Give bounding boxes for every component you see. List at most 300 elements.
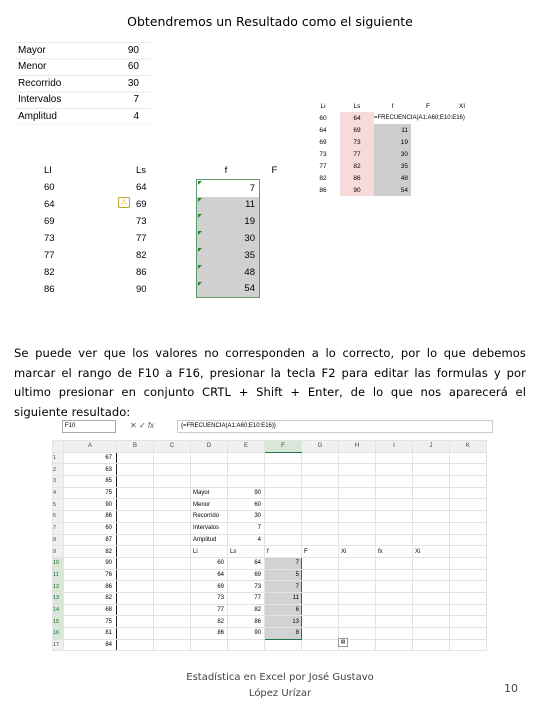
row-header[interactable]: 3 — [53, 476, 64, 488]
row-header[interactable]: 6 — [53, 511, 64, 523]
small-cell-f[interactable]: 48 — [374, 172, 411, 184]
small-cell-li: 86 — [319, 186, 327, 194]
cell-freq-header[interactable]: F — [302, 546, 339, 558]
row-header[interactable]: 16 — [53, 628, 64, 640]
cell[interactable] — [413, 628, 450, 640]
cell-a[interactable]: 82 — [64, 546, 117, 558]
cell[interactable] — [154, 499, 191, 511]
small-cell-li: 69 — [319, 138, 327, 146]
cell[interactable] — [413, 581, 450, 593]
cell[interactable] — [154, 639, 191, 651]
row-header[interactable]: 8 — [53, 534, 64, 546]
cell[interactable] — [376, 499, 413, 511]
cell-f[interactable]: 13 — [265, 616, 302, 628]
cell[interactable] — [413, 557, 450, 569]
cell-f[interactable]: 6 — [265, 604, 302, 616]
cell[interactable] — [339, 464, 376, 476]
cell[interactable] — [376, 592, 413, 604]
sheet-row — [53, 511, 487, 523]
cell[interactable] — [117, 511, 154, 523]
cell-a[interactable]: 63 — [64, 464, 117, 476]
cell-f[interactable]: 7 — [265, 557, 302, 569]
col-header[interactable]: I — [376, 441, 413, 453]
cell-ls[interactable]: 73 — [228, 581, 265, 593]
cell[interactable] — [117, 616, 154, 628]
row-header[interactable]: 5 — [53, 499, 64, 511]
cell-a[interactable]: 67 — [64, 452, 117, 464]
frequency-table — [14, 162, 356, 298]
cell-ls: 73 — [136, 216, 147, 228]
cell-stat-value[interactable]: 30 — [228, 511, 265, 523]
row-header[interactable]: 13 — [53, 592, 64, 604]
cell-a[interactable]: 86 — [64, 581, 117, 593]
cell-li: 69 — [44, 216, 55, 228]
stats-row — [16, 75, 151, 92]
stats-row — [16, 59, 151, 76]
cell[interactable] — [265, 487, 302, 499]
stats-label: Mayor — [18, 44, 46, 56]
cell[interactable] — [154, 452, 191, 464]
cell[interactable] — [413, 487, 450, 499]
cell[interactable] — [154, 604, 191, 616]
col-header[interactable]: C — [154, 441, 191, 453]
cell-ls: 90 — [136, 283, 147, 295]
small-row — [306, 184, 479, 196]
cell[interactable] — [339, 522, 376, 534]
freq-row — [14, 247, 356, 264]
sheet-row — [53, 616, 487, 628]
cell[interactable] — [450, 511, 487, 523]
cell-li[interactable]: 86 — [191, 628, 228, 640]
cell[interactable] — [117, 487, 154, 499]
cell[interactable] — [339, 592, 376, 604]
cell[interactable] — [450, 476, 487, 488]
col-header[interactable]: E — [228, 441, 265, 453]
cell[interactable] — [339, 534, 376, 546]
cell[interactable] — [413, 522, 450, 534]
row-header[interactable]: 4 — [53, 487, 64, 499]
small-cell-f[interactable]: 30 — [374, 148, 411, 160]
cell[interactable] — [117, 581, 154, 593]
small-cell-li: 77 — [319, 162, 327, 170]
cell-freq-header[interactable]: Xi — [339, 546, 376, 558]
cell[interactable] — [117, 557, 154, 569]
cell-freq-header[interactable]: Xi — [413, 546, 450, 558]
cell-ls[interactable]: 90 — [228, 628, 265, 640]
cell-a[interactable]: 86 — [64, 511, 117, 523]
cell[interactable] — [302, 557, 339, 569]
cell[interactable] — [376, 616, 413, 628]
cell[interactable] — [450, 487, 487, 499]
stats-value: 4 — [133, 110, 139, 122]
small-row — [306, 172, 479, 184]
cell[interactable] — [376, 487, 413, 499]
row-header[interactable]: 17 — [53, 639, 64, 651]
cell-li[interactable]: 64 — [191, 569, 228, 581]
cell-stat-label[interactable]: Amplitud — [191, 534, 228, 546]
confirm-icon[interactable]: ✓ — [138, 421, 146, 430]
sheet-row — [53, 522, 487, 534]
cell-a[interactable]: 68 — [64, 604, 117, 616]
cell-li[interactable]: 73 — [191, 592, 228, 604]
cell[interactable] — [302, 499, 339, 511]
cell[interactable] — [302, 581, 339, 593]
cell-stat-value[interactable]: 4 — [228, 534, 265, 546]
cell[interactable] — [154, 534, 191, 546]
stats-label: Recorrido — [18, 77, 62, 89]
explanation-paragraph: Se puede ver que los valores no corresponden a lo correcto, por lo que debemos marcar el rango de F10 a F16, presionar la tecla F2 para editar las formulas y por ultimo presionar en conjunto CRTL + Shift + Enter, de lo que nos aparecerá el siguiente resultado: — [14, 346, 526, 419]
cell[interactable] — [265, 639, 302, 651]
cell[interactable] — [450, 639, 487, 651]
smart-tag-icon[interactable]: ⚠ — [118, 197, 130, 208]
cell[interactable] — [376, 476, 413, 488]
small-cell-ls: 90 — [340, 184, 374, 196]
cell-li: 82 — [44, 266, 55, 278]
sheet-row — [53, 487, 487, 499]
row-header[interactable]: 7 — [53, 522, 64, 534]
cell[interactable] — [339, 487, 376, 499]
cell[interactable] — [191, 464, 228, 476]
cell-li[interactable]: 82 — [191, 616, 228, 628]
cell[interactable] — [302, 452, 339, 464]
cell-ls[interactable]: 82 — [228, 604, 265, 616]
row-header[interactable]: 10 — [53, 557, 64, 569]
cell[interactable] — [117, 476, 154, 488]
cell-stat-value[interactable]: 60 — [228, 499, 265, 511]
cell[interactable] — [302, 476, 339, 488]
sheet-row — [53, 452, 487, 464]
cell[interactable] — [154, 487, 191, 499]
page-title: Obtendremos un Resultado como el siguiente — [127, 14, 413, 29]
cell-f[interactable]: 54 — [197, 281, 260, 298]
cell[interactable] — [302, 604, 339, 616]
cell-a[interactable]: 82 — [64, 592, 117, 604]
fx-icon[interactable]: fx — [147, 421, 155, 430]
cell[interactable] — [265, 476, 302, 488]
cell[interactable] — [117, 522, 154, 534]
cell[interactable] — [339, 581, 376, 593]
cell[interactable] — [265, 464, 302, 476]
cell[interactable] — [228, 452, 265, 464]
cell[interactable] — [302, 522, 339, 534]
cell[interactable] — [302, 534, 339, 546]
cell[interactable] — [117, 464, 154, 476]
col-header[interactable]: G — [302, 441, 339, 453]
cell[interactable] — [265, 511, 302, 523]
cell[interactable] — [154, 569, 191, 581]
cell[interactable] — [413, 452, 450, 464]
cell[interactable] — [117, 592, 154, 604]
sheet-row — [53, 639, 487, 651]
cell-li[interactable]: 60 — [191, 557, 228, 569]
cell[interactable] — [228, 639, 265, 651]
small-header-f: f — [391, 102, 394, 110]
cell[interactable] — [376, 452, 413, 464]
cell[interactable] — [413, 511, 450, 523]
cell[interactable] — [154, 557, 191, 569]
cell-ls[interactable]: 77 — [228, 592, 265, 604]
col-header[interactable]: H — [339, 441, 376, 453]
header-ls: Ls — [136, 165, 147, 177]
col-header[interactable]: A — [64, 441, 117, 453]
cell[interactable] — [302, 511, 339, 523]
cell[interactable] — [117, 639, 154, 651]
cell[interactable] — [154, 546, 191, 558]
cell[interactable] — [376, 534, 413, 546]
cell[interactable] — [302, 487, 339, 499]
cell-a[interactable]: 85 — [64, 476, 117, 488]
stats-label: Intervalos — [18, 94, 62, 106]
small-grid — [306, 100, 479, 196]
cell[interactable] — [376, 639, 413, 651]
small-cell-ls: 69 — [340, 124, 374, 136]
stats-row — [16, 108, 151, 125]
quick-analysis-icon[interactable]: ▤ — [338, 638, 348, 647]
cell[interactable] — [154, 581, 191, 593]
cell-freq-header[interactable]: Ls — [228, 546, 265, 558]
cell[interactable] — [450, 522, 487, 534]
cell-f[interactable]: 48 — [197, 264, 260, 281]
cell[interactable] — [339, 616, 376, 628]
cell-li[interactable]: 77 — [191, 604, 228, 616]
cell[interactable] — [339, 557, 376, 569]
cell[interactable] — [450, 628, 487, 640]
cell[interactable] — [413, 476, 450, 488]
freq-row — [14, 213, 356, 230]
header-li: LI — [44, 165, 52, 177]
cell-ls: 64 — [136, 182, 147, 194]
footer-line-1: Estadística en Excel por José Gustavo — [186, 672, 374, 683]
small-row — [306, 160, 479, 172]
small-cell-li: 73 — [319, 150, 327, 158]
cell[interactable] — [376, 628, 413, 640]
cell[interactable] — [154, 511, 191, 523]
cell[interactable] — [339, 476, 376, 488]
cell-freq-header[interactable]: fx — [376, 546, 413, 558]
cell-freq-header[interactable]: f — [265, 546, 302, 558]
column-header-row — [53, 441, 487, 453]
col-header[interactable]: J — [413, 441, 450, 453]
cell-f[interactable]: 11 — [197, 197, 260, 214]
stats-row — [16, 92, 151, 109]
cell-li: 60 — [44, 182, 55, 194]
cell-a[interactable]: 87 — [64, 534, 117, 546]
cell[interactable] — [265, 534, 302, 546]
small-cell-f[interactable]: 54 — [374, 184, 411, 196]
col-header[interactable]: D — [191, 441, 228, 453]
small-header-F: F — [426, 102, 430, 110]
small-row — [306, 112, 479, 124]
footer-line-2: López Urízar — [248, 688, 312, 699]
cell-ls[interactable]: 86 — [228, 616, 265, 628]
cell-a[interactable]: 81 — [64, 628, 117, 640]
cell[interactable] — [265, 452, 302, 464]
sheet-row — [53, 464, 487, 476]
cell[interactable] — [154, 464, 191, 476]
cell[interactable] — [191, 476, 228, 488]
cell[interactable] — [117, 628, 154, 640]
cell-f[interactable]: 7 — [197, 179, 260, 196]
cell[interactable] — [117, 569, 154, 581]
cell[interactable] — [376, 511, 413, 523]
small-cell-ls: 77 — [340, 148, 374, 160]
cell[interactable] — [450, 569, 487, 581]
cell-a[interactable]: 76 — [64, 569, 117, 581]
col-header[interactable]: B — [117, 441, 154, 453]
cell-f[interactable]: 19 — [197, 213, 260, 230]
cell-f[interactable]: 8 — [265, 628, 302, 640]
cell[interactable] — [339, 499, 376, 511]
row-header[interactable]: 2 — [53, 464, 64, 476]
cell-f[interactable]: 5 — [265, 569, 302, 581]
cell[interactable] — [117, 546, 154, 558]
cell[interactable] — [413, 499, 450, 511]
cell[interactable] — [117, 452, 154, 464]
cell[interactable] — [302, 628, 339, 640]
cell-freq-header[interactable]: Li — [191, 546, 228, 558]
cell-a[interactable]: 84 — [64, 639, 117, 651]
cell-li[interactable]: 69 — [191, 581, 228, 593]
cell-stat-label[interactable]: Mayor — [191, 487, 228, 499]
small-cell-li: 60 — [319, 114, 327, 122]
cell[interactable] — [413, 464, 450, 476]
cell[interactable] — [376, 464, 413, 476]
cell-stat-label[interactable]: Menor — [191, 499, 228, 511]
cancel-icon[interactable]: ✕ — [130, 421, 137, 430]
cell-ls[interactable]: 64 — [228, 557, 265, 569]
cell[interactable] — [413, 639, 450, 651]
sheet-row — [53, 592, 487, 604]
stats-label: Amplitud — [18, 110, 57, 122]
cell-li: 86 — [44, 283, 55, 295]
cell[interactable] — [154, 616, 191, 628]
cell-ls: 77 — [136, 233, 147, 245]
cell[interactable] — [191, 639, 228, 651]
excel-screenshot — [52, 420, 488, 660]
small-header-ls: Ls — [353, 102, 361, 110]
cell[interactable] — [302, 592, 339, 604]
row-header[interactable]: 11 — [53, 569, 64, 581]
cell-stat-value[interactable]: 7 — [228, 522, 265, 534]
cell-a[interactable]: 90 — [64, 499, 117, 511]
cell[interactable] — [450, 452, 487, 464]
cell[interactable] — [376, 581, 413, 593]
cell[interactable] — [117, 604, 154, 616]
cell[interactable] — [450, 592, 487, 604]
cell[interactable] — [339, 604, 376, 616]
cell[interactable] — [154, 522, 191, 534]
cell[interactable] — [339, 569, 376, 581]
corner-cell[interactable] — [53, 441, 64, 453]
cell-a[interactable]: 90 — [64, 557, 117, 569]
small-cell-f[interactable]: 35 — [374, 160, 411, 172]
cell[interactable] — [339, 511, 376, 523]
freq-row — [14, 179, 356, 196]
cell[interactable] — [413, 616, 450, 628]
cell[interactable] — [450, 557, 487, 569]
cell[interactable] — [191, 452, 228, 464]
cell[interactable] — [228, 464, 265, 476]
cell[interactable] — [339, 452, 376, 464]
cell-a[interactable]: 75 — [64, 487, 117, 499]
cell-f[interactable]: 7 — [265, 581, 302, 593]
cell[interactable] — [450, 534, 487, 546]
cell-a[interactable]: 60 — [64, 522, 117, 534]
cell[interactable] — [376, 522, 413, 534]
cell[interactable] — [376, 557, 413, 569]
small-cell-f[interactable]: 19 — [374, 136, 411, 148]
formula-bar[interactable]: {=FRECUENCIA(A1:A60;E10:E16)} — [177, 420, 493, 433]
row-header[interactable]: 12 — [53, 581, 64, 593]
cell-f[interactable]: 11 — [265, 592, 302, 604]
cell-f[interactable]: 35 — [197, 247, 260, 264]
cell-stat-label[interactable]: Recorrido — [191, 511, 228, 523]
cell[interactable] — [450, 499, 487, 511]
header-f: f — [224, 164, 228, 176]
sheet-grid — [52, 440, 487, 651]
cell[interactable] — [450, 616, 487, 628]
small-spreadsheet — [306, 100, 538, 230]
sheet-row — [53, 581, 487, 593]
sheet-row — [53, 569, 487, 581]
cell[interactable] — [413, 569, 450, 581]
sheet-row — [53, 628, 487, 640]
cell[interactable] — [265, 522, 302, 534]
sheet-row — [53, 546, 487, 558]
small-header-xi: XI — [458, 102, 466, 110]
small-cell-f[interactable]: 11 — [374, 124, 411, 136]
cell[interactable] — [154, 628, 191, 640]
cell[interactable] — [413, 604, 450, 616]
cell[interactable] — [413, 592, 450, 604]
cell[interactable] — [302, 639, 339, 651]
cell[interactable] — [117, 534, 154, 546]
small-cell-li: 82 — [319, 174, 327, 182]
cell-ls[interactable]: 69 — [228, 569, 265, 581]
cell[interactable] — [413, 534, 450, 546]
cell[interactable] — [302, 569, 339, 581]
cell[interactable] — [302, 464, 339, 476]
cell[interactable] — [450, 581, 487, 593]
cell-stat-value[interactable]: 90 — [228, 487, 265, 499]
cell-f[interactable]: 30 — [197, 230, 260, 247]
row-header[interactable]: 15 — [53, 616, 64, 628]
cell[interactable] — [265, 499, 302, 511]
freq-row — [14, 264, 356, 281]
cell[interactable] — [376, 604, 413, 616]
cell[interactable] — [302, 616, 339, 628]
cell[interactable] — [376, 569, 413, 581]
cell[interactable] — [154, 592, 191, 604]
small-formula-cell[interactable]: =FRECUENCIA(A1:A60;E10:E16) — [374, 115, 465, 121]
col-header[interactable]: K — [450, 441, 487, 453]
cell[interactable] — [117, 499, 154, 511]
cell-stat-label[interactable]: Intervalos — [191, 522, 228, 534]
col-header[interactable]: F — [265, 441, 302, 453]
cell[interactable] — [450, 464, 487, 476]
cell[interactable] — [450, 604, 487, 616]
cell-a[interactable]: 75 — [64, 616, 117, 628]
row-header[interactable]: 1 — [53, 452, 64, 464]
small-header-row — [306, 100, 479, 112]
small-cell-ls: 82 — [340, 160, 374, 172]
name-box[interactable]: F10 — [62, 420, 116, 433]
cell[interactable] — [228, 476, 265, 488]
row-header[interactable]: 14 — [53, 604, 64, 616]
row-header[interactable]: 9 — [53, 546, 64, 558]
cell[interactable] — [154, 476, 191, 488]
cell-freq-header[interactable] — [450, 546, 487, 558]
